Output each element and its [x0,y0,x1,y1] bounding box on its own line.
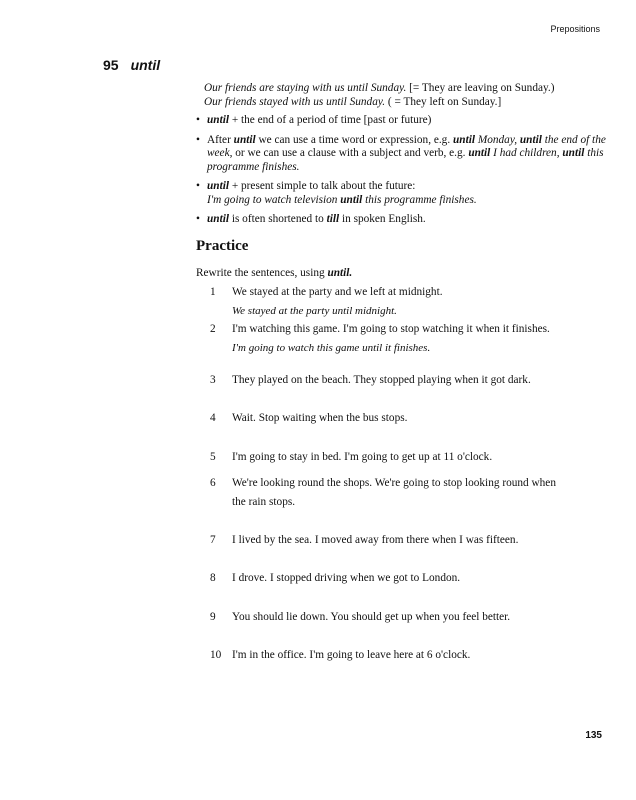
keyword: until [519,133,542,146]
question-number: 8 [210,572,216,584]
rule-item [196,134,606,175]
rule-text: in spoken English. [341,213,426,225]
question-number: 3 [210,374,216,386]
question-text: I'm going to stay in bed. I'm going to get up at 11 o'clock. [232,451,493,463]
question-1 [210,283,600,321]
rule-text: present simple to talk about the future: [241,180,416,192]
question-text: I lived by the sea. I moved away from there when I was fifteen. [232,534,519,546]
question-text-continued: the rain stops. [232,496,296,508]
keyword: till [326,213,340,225]
question-3 [210,371,600,390]
rule-item [196,213,606,227]
keyword: until [207,213,229,225]
example-gloss: ( = They left on Sunday.] [387,95,502,108]
question-text: Wait. Stop waiting when the bus stops. [232,412,408,424]
example-text: Monday, [477,133,518,146]
rule-text: we can use a time word or expression, e.g. [258,133,451,146]
question-text: I'm watching this game. I'm going to stop watching it when it finishes. [232,323,550,335]
question-number: 5 [210,451,216,463]
rule-text: After [207,133,231,146]
question-7 [210,531,600,550]
example-text: the end of the week, [207,133,606,159]
question-6 [210,474,600,512]
example-text: I had children, [493,147,560,159]
example-text: Our friends are staying with us until Sunday. [204,82,407,94]
question-number: 10 [210,649,222,661]
question-10 [210,646,600,665]
question-9 [210,608,600,627]
rules-list [196,114,606,227]
question-number: 9 [210,611,216,623]
example-sentence-1 [196,82,606,96]
plus-sign: + [231,114,239,126]
explanation-block [196,82,606,233]
question-text: I'm in the office. I'm going to leave here at 6 o'clock. [232,649,471,661]
keyword: until. [327,267,353,279]
keyword: until [453,133,475,146]
question-text: We're looking round the shops. We're going to stop looking round when [232,477,556,489]
question-text: I drove. I stopped driving when we got to London. [232,572,461,584]
example-text: Our friends stayed with us until Sunday. [204,95,386,108]
question-8 [210,569,600,588]
rule-item [196,114,606,128]
answer-line: We stayed at the party until midnight. [232,305,397,317]
question-number: 7 [210,534,216,546]
rule-text: the end of a period of time [past or future) [241,114,432,126]
example-sentence-2 [196,96,606,110]
question-4 [210,409,600,428]
question-text: They played on the beach. They stopped playing when it got dark. [232,374,531,386]
instruction-text: Rewrite the sentences, using [196,267,325,279]
question-number: 1 [210,286,216,298]
question-text: We stayed at the party and we left at midnight. [232,286,443,298]
question-5 [210,448,600,467]
page-number: 135 [585,730,602,741]
rule-text: is often shortened to [231,213,324,225]
rule-text: or we can use a clause with a subject and verb, e.g. [235,147,466,159]
question-number: 4 [210,412,216,424]
unit-number: 95 [103,57,119,73]
question-number: 6 [210,477,216,489]
example-text: this programme finishes. [207,147,604,173]
unit-heading [103,57,160,73]
answer-line: I'm going to watch this game until it finishes. [232,342,431,354]
example-gloss: [= They are leaving on Sunday.) [409,82,555,94]
keyword: until [207,114,229,126]
section-header: Prepositions [550,24,600,34]
keyword: until [233,133,256,146]
keyword: until [468,147,491,159]
keyword: until [207,180,229,192]
question-number: 2 [210,323,216,335]
question-text: You should lie down. You should get up when you feel better. [232,611,511,623]
practice-instruction [196,267,352,279]
question-2 [210,320,600,358]
example-text: this programme finishes. [365,193,477,206]
keyword: until [562,147,585,159]
example-text: I'm going to watch television [207,193,338,206]
plus-sign: + [231,180,239,192]
rule-item [196,180,606,207]
practice-heading: Practice [196,238,249,254]
keyword: until [340,193,363,206]
unit-title: until [130,57,161,73]
